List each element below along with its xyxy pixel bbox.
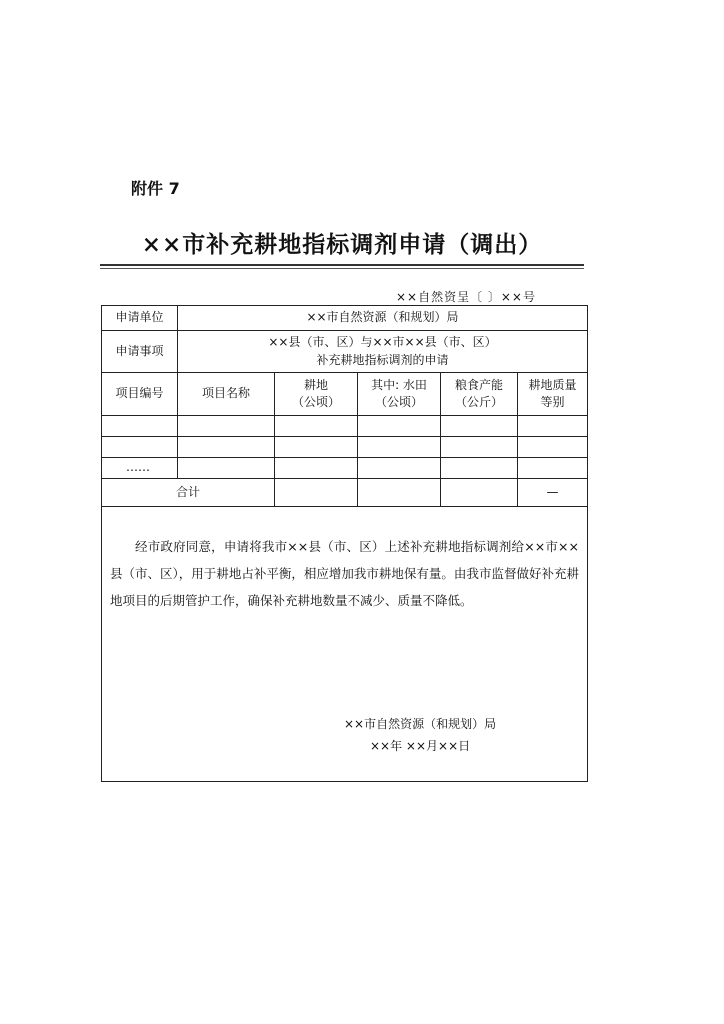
header-grain-line1: 粮食产能 [454, 377, 503, 392]
applicant-row [102, 306, 588, 331]
total-label: 合计 [102, 479, 275, 507]
header-paddy [358, 373, 441, 416]
total-grain-cell[interactable] [441, 479, 518, 507]
table-cell[interactable] [441, 416, 518, 437]
header-row [102, 373, 588, 416]
header-farmland-line1: 耕地 [303, 377, 328, 392]
title-rule-thick [100, 264, 584, 266]
header-farmland [275, 373, 358, 416]
document-number: ××自然资呈〔 〕××号 [395, 290, 536, 304]
table-cell[interactable] [358, 458, 441, 479]
signature-block [344, 713, 496, 757]
table-cell[interactable] [178, 458, 275, 479]
table-cell[interactable] [275, 437, 358, 458]
total-quality-dash: — [518, 479, 588, 507]
document-title: ××市补充耕地指标调剂申请（调出） [141, 231, 543, 258]
total-paddy-cell[interactable] [358, 479, 441, 507]
ellipsis-cell: …… [102, 458, 178, 479]
table-cell[interactable] [102, 416, 178, 437]
total-row [102, 479, 588, 507]
header-quality [518, 373, 588, 416]
body-row [102, 507, 588, 782]
table-cell[interactable] [518, 437, 588, 458]
header-project-no: 项目编号 [102, 373, 178, 416]
total-farmland-cell[interactable] [275, 479, 358, 507]
table-cell[interactable] [441, 458, 518, 479]
matter-line-2: 补充耕地指标调剂的申请 [316, 352, 449, 367]
signer-name: ××市自然资源（和规划）局 [344, 717, 497, 731]
request-paragraph: 经市政府同意，申请将我市××县（市、区）上述补充耕地指标调剂给××市××县（市、区），用于耕地占补平衡，相应增加我市耕地保有量。由我市监督做好补充耕地项目的后期管护工作，确保补充耕地数量不减少、质量不降低。 [110, 539, 579, 608]
header-quality-line2: 等别 [540, 395, 565, 409]
table-cell[interactable] [518, 416, 588, 437]
matter-row [102, 331, 588, 373]
application-form [101, 305, 588, 782]
table-cell[interactable] [518, 458, 588, 479]
matter-line-1: ××县（市、区）与××市××县（市、区） [268, 335, 497, 350]
table-cell[interactable] [441, 437, 518, 458]
table-row [102, 458, 588, 479]
matter-value [178, 331, 588, 373]
body-cell [102, 507, 588, 782]
table-cell[interactable] [275, 416, 358, 437]
header-quality-line1: 耕地质量 [528, 377, 577, 392]
applicant-label: 申请单位 [102, 306, 178, 331]
header-paddy-line2: （公顷） [374, 395, 423, 409]
applicant-value: ××市自然资源（和规划）局 [178, 306, 588, 331]
signature-date: ××年 ××月××日 [369, 739, 471, 753]
matter-label: 申请事项 [102, 331, 178, 373]
table-cell[interactable] [275, 458, 358, 479]
table-cell[interactable] [358, 416, 441, 437]
table-row [102, 416, 588, 437]
table-cell[interactable] [102, 437, 178, 458]
table-cell[interactable] [358, 437, 441, 458]
table-row [102, 437, 588, 458]
header-grain [441, 373, 518, 416]
header-paddy-line1: 其中: 水田 [371, 377, 427, 392]
header-project-name: 项目名称 [178, 373, 275, 416]
attachment-label: 附件 7 [131, 179, 180, 198]
title-rule-thin [100, 268, 584, 269]
header-farmland-line2: （公顷） [291, 395, 340, 409]
table-cell[interactable] [178, 437, 275, 458]
header-grain-line2: （公斤） [454, 395, 503, 409]
table-cell[interactable] [178, 416, 275, 437]
